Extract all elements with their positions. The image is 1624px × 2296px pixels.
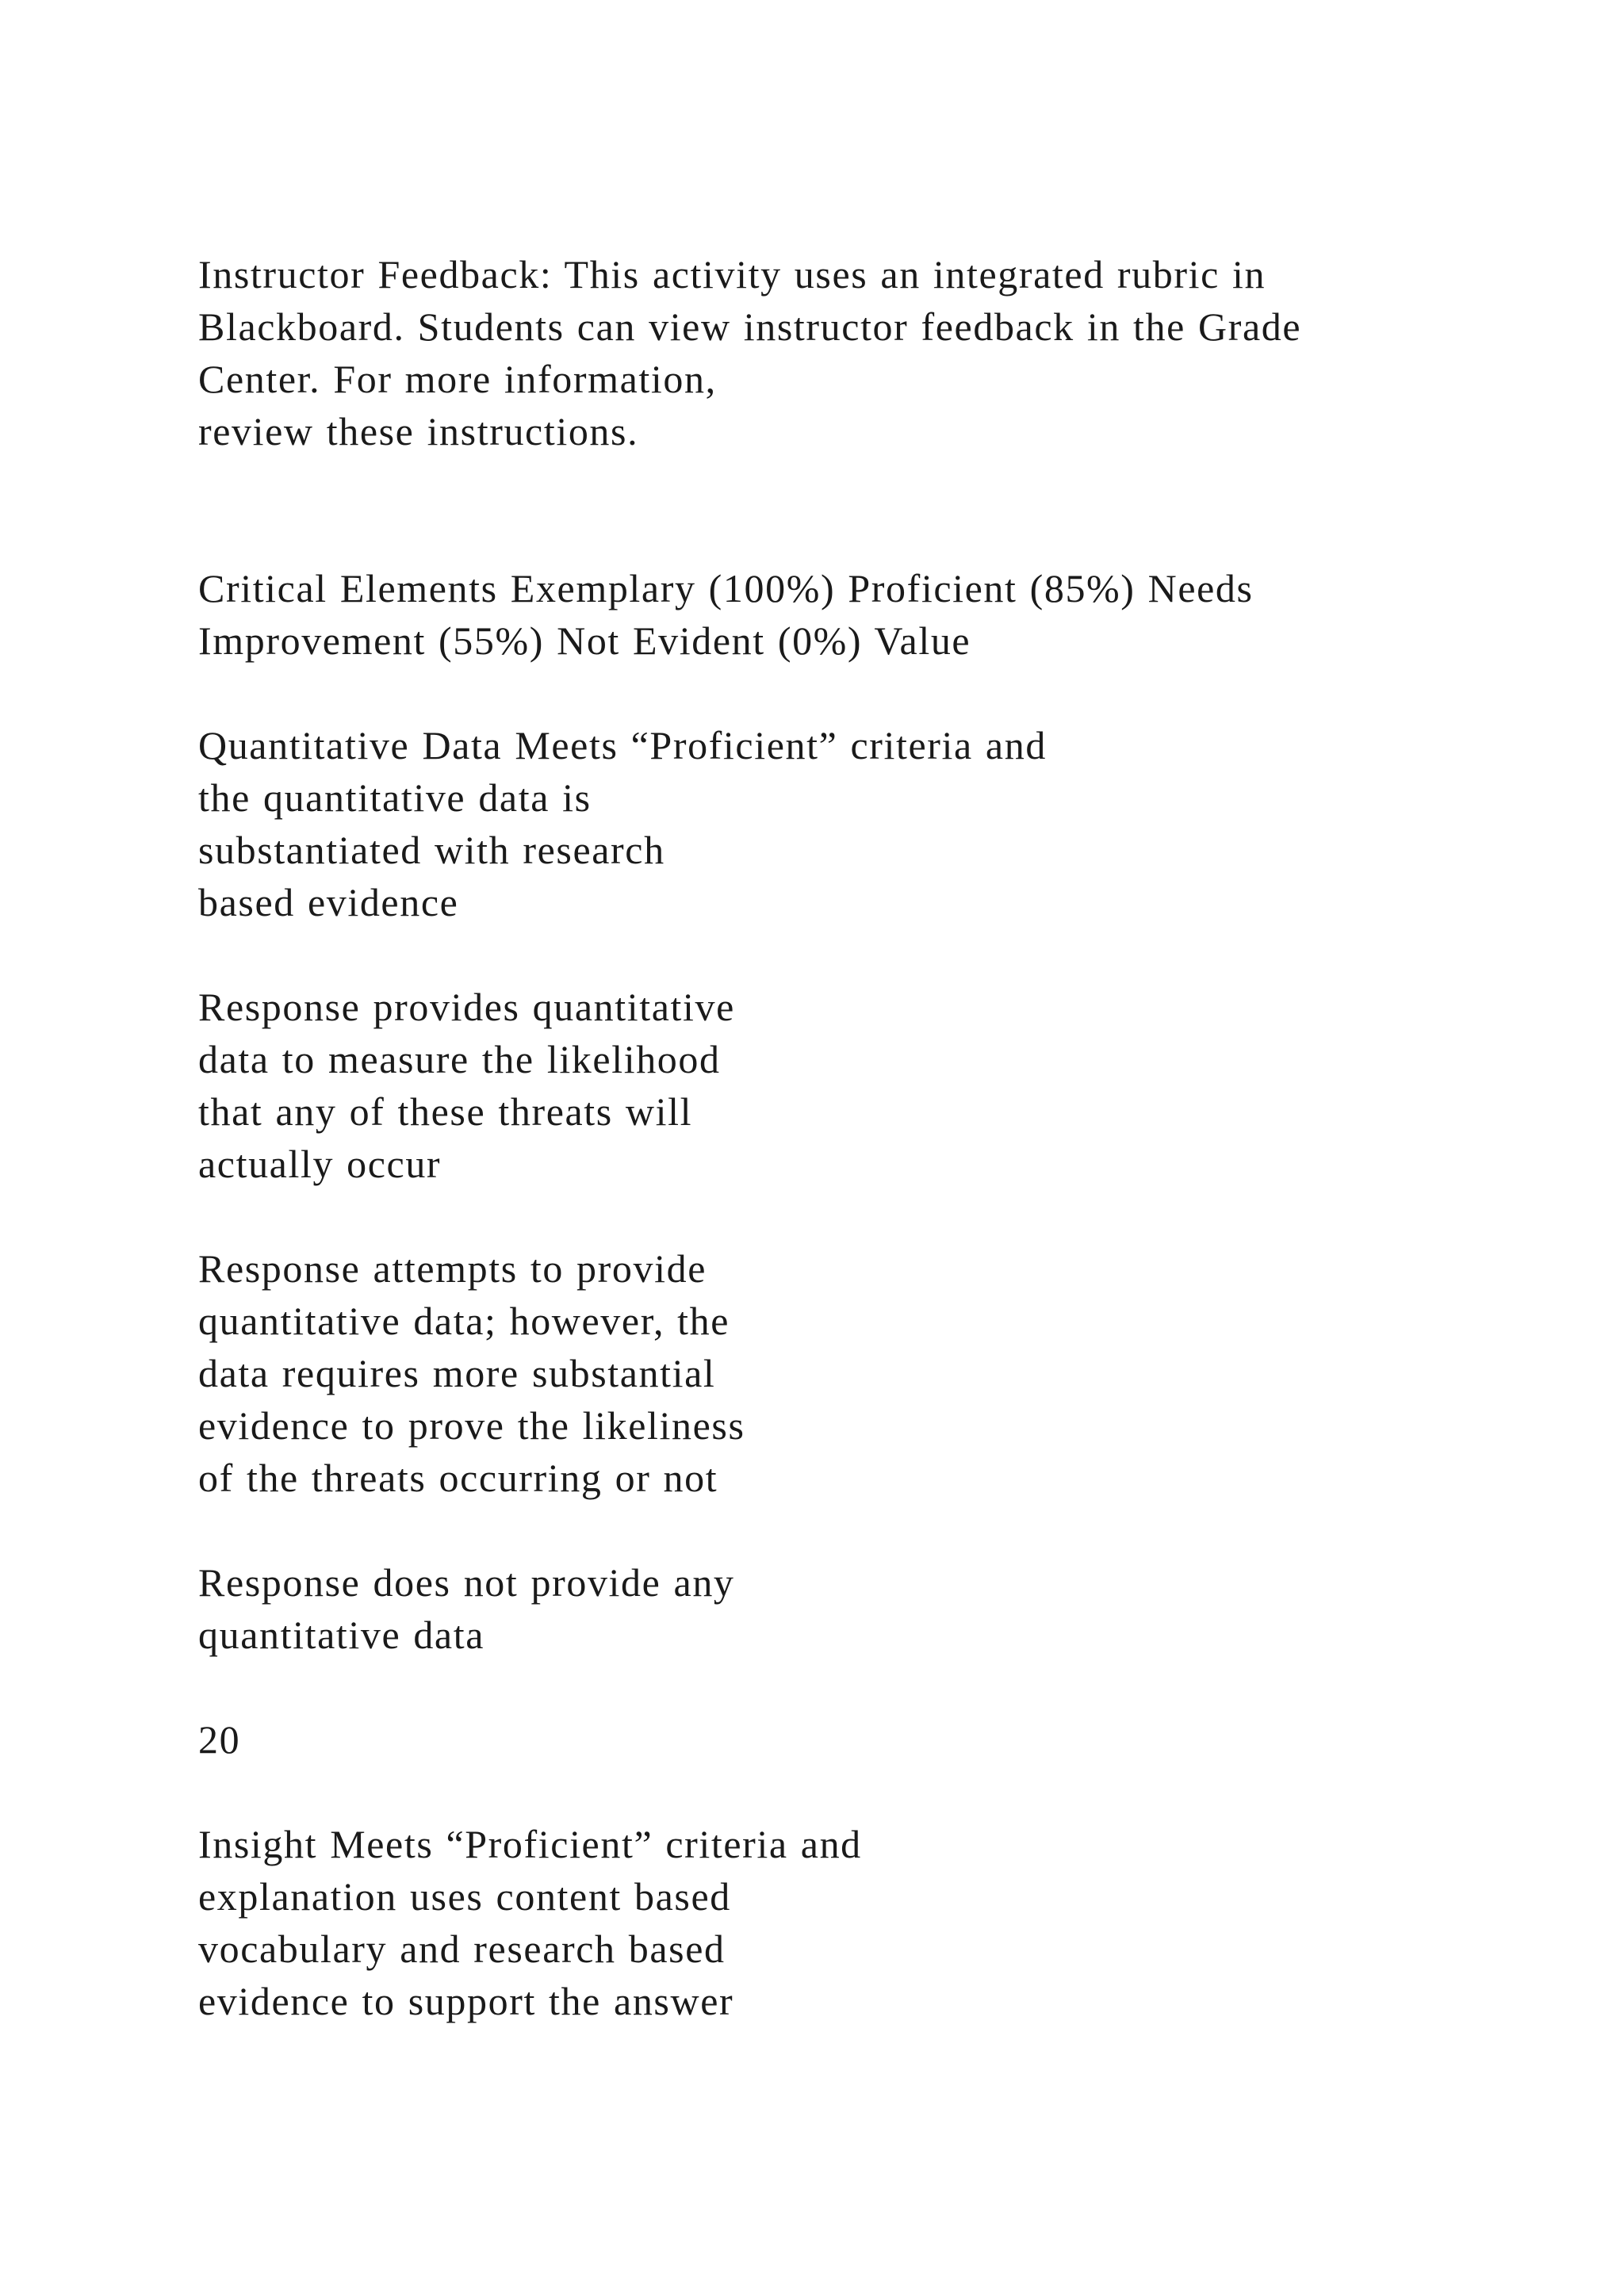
text-line: evidence to support the answer: [198, 1979, 734, 2023]
text-line: the quantitative data is: [198, 775, 592, 820]
text-line: actually occur: [198, 1142, 442, 1186]
quantitative-value-paragraph: [198, 1713, 1594, 1766]
spacer: [198, 1190, 1594, 1242]
text-line: vocabulary and research based: [198, 1927, 726, 1971]
text-line: Insight Meets “Proficient” criteria and: [198, 1822, 862, 1866]
quantitative-exemplary-paragraph: [198, 719, 1594, 928]
text-line: Instructor Feedback: This activity uses an integrated rubric in: [198, 252, 1266, 297]
text-line: review these instructions.: [198, 409, 639, 453]
value-text: 20: [198, 1717, 241, 1762]
spacer: [198, 928, 1594, 981]
document-body: [198, 248, 1594, 2027]
rubric-header-paragraph: [198, 562, 1594, 667]
text-line: Critical Elements Exemplary (100%) Proficient (85%) Needs: [198, 566, 1254, 610]
spacer: [198, 667, 1594, 719]
text-line: of the threats occurring or not: [198, 1456, 718, 1500]
text-line: data to measure the likelihood: [198, 1037, 721, 1081]
spacer: [198, 457, 1594, 562]
text-line: Response provides quantitative: [198, 985, 735, 1029]
text-line: quantitative data; however, the: [198, 1299, 730, 1343]
text-line: evidence to prove the likeliness: [198, 1403, 745, 1448]
text-line: quantitative data: [198, 1613, 485, 1657]
quantitative-needs-improvement-paragraph: [198, 1242, 1594, 1504]
text-line: Quantitative Data Meets “Proficient” criteria and: [198, 723, 1047, 767]
text-line: data requires more substantial: [198, 1351, 716, 1395]
quantitative-proficient-paragraph: [198, 981, 1594, 1190]
text-line: Blackboard. Students can view instructor feedback in the Grade: [198, 304, 1302, 349]
text-line: Center. For more information,: [198, 357, 717, 401]
text-line: Response does not provide any: [198, 1560, 735, 1605]
text-line: substantiated with research: [198, 828, 665, 872]
text-line: Improvement (55%) Not Evident (0%) Value: [198, 618, 971, 663]
text-line: that any of these threats will: [198, 1089, 693, 1134]
spacer: [198, 1504, 1594, 1556]
text-line: explanation uses content based: [198, 1874, 731, 1919]
text-line: based evidence: [198, 880, 459, 924]
quantitative-not-evident-paragraph: [198, 1556, 1594, 1661]
spacer: [198, 1766, 1594, 1818]
text-line: Response attempts to provide: [198, 1246, 707, 1291]
instructor-feedback-paragraph: [198, 248, 1594, 457]
spacer: [198, 1661, 1594, 1713]
insight-exemplary-paragraph: [198, 1818, 1594, 2027]
